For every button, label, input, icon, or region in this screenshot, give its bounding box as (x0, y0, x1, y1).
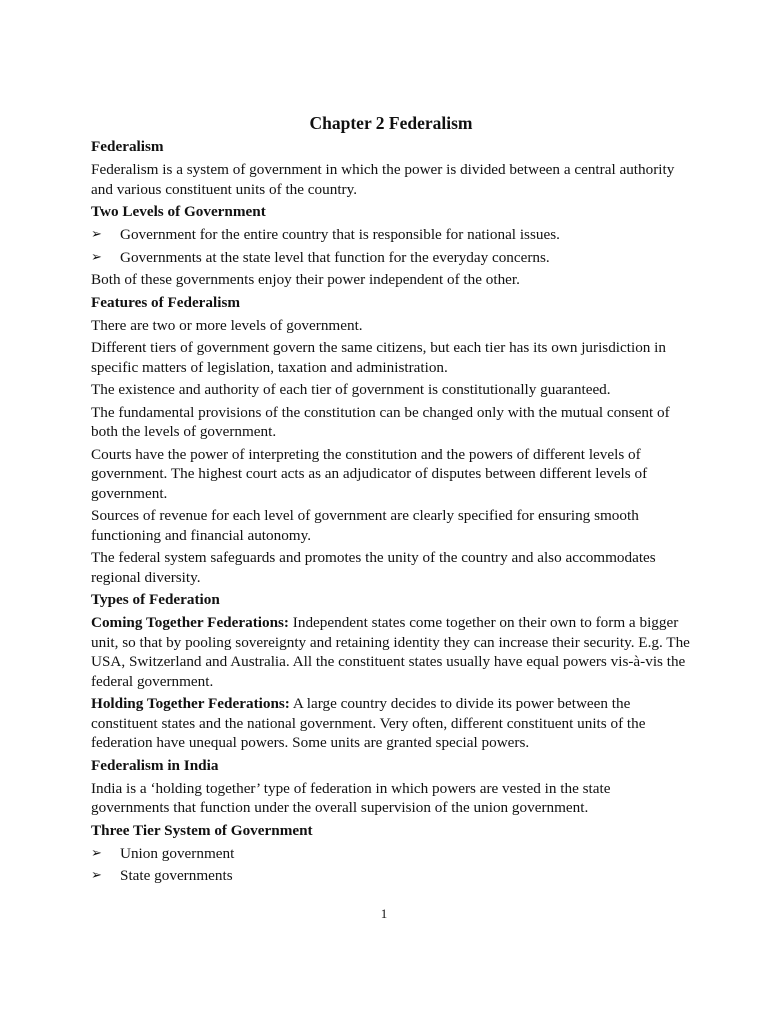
bullet-item (91, 844, 691, 864)
bullet-item (91, 248, 691, 268)
arrow-bullet-icon: ➢ (91, 845, 102, 861)
bullet-text: Government for the entire country that is responsible for national issues. (120, 226, 560, 243)
paragraph-india: India is a ‘holding together’ type of federation in which powers are vested in the state governments that function under the overall supervision of the union government. (91, 779, 611, 816)
feature-paragraph: Courts have the power of interpreting the constitution and the powers of different levels of government. The highest court acts as an adjudicator of disputes between different levels of government. (91, 445, 648, 502)
heading-types: Types of Federation (91, 591, 220, 608)
heading-two-levels: Two Levels of Government (91, 203, 266, 220)
feature-paragraph: Sources of revenue for each level of government are clearly specified for ensuring smooth functioning and financial autonomy. (91, 507, 639, 544)
feature-paragraph: The fundamental provisions of the constitution can be changed only with the mutual consent of both the levels of government. (91, 403, 670, 440)
heading-federalism-india: Federalism in India (91, 756, 219, 774)
arrow-bullet-icon: ➢ (91, 227, 102, 242)
feature-paragraph: There are two or more levels of government. (91, 316, 363, 334)
paragraph-coming-together (91, 613, 691, 691)
term-holding-together: Holding Together Federations: (91, 695, 290, 712)
page-content (91, 112, 691, 889)
bullet-text: Governments at the state level that function for the everyday concerns. (120, 248, 550, 266)
bullet-text: Union government (120, 844, 235, 862)
heading-features: Features of Federalism (91, 293, 241, 311)
paragraph-holding-together (91, 694, 691, 753)
feature-paragraph: The federal system safeguards and promotes the unity of the country and also accommodates regional diversity. (91, 549, 656, 586)
coming-together-text: Independent states come together on their own to form a bigger unit, so that by pooling sovereignty and retaining identity they can increase their security. E.g. The USA, Switzerland and Australia. All the constituent states usually have equal powers vis-à-vis the federal government. (91, 614, 690, 690)
bullet-text: State governments (120, 867, 233, 884)
bullet-item (91, 225, 691, 245)
page-title: Chapter 2 Federalism (309, 113, 473, 133)
paragraph-independence: Both of these governments enjoy their power independent of the other. (91, 271, 520, 288)
arrow-bullet-icon: ➢ (91, 249, 102, 265)
paragraph-federalism-definition: Federalism is a system of government in which the power is divided between a central authority and various constituent units of the country. (91, 161, 675, 198)
heading-three-tier: Three Tier System of Government (91, 821, 313, 839)
page-number: 1 (380, 906, 388, 921)
holding-together-text: A large country decides to divide its power between the constituent states and the national government. Very often, different constituent units of the federation have unequal powers. Some units are granted special powers. (91, 695, 646, 751)
feature-paragraph: The existence and authority of each tier of government is constitutionally guaranteed. (91, 381, 611, 398)
term-coming-together: Coming Together Federations: (91, 614, 289, 631)
bullet-item (91, 866, 691, 886)
arrow-bullet-icon: ➢ (91, 868, 102, 883)
heading-federalism: Federalism (91, 138, 164, 155)
feature-paragraph: Different tiers of government govern the same citizens, but each tier has its own jurisdiction in specific matters of legislation, taxation and administration. (91, 339, 666, 376)
